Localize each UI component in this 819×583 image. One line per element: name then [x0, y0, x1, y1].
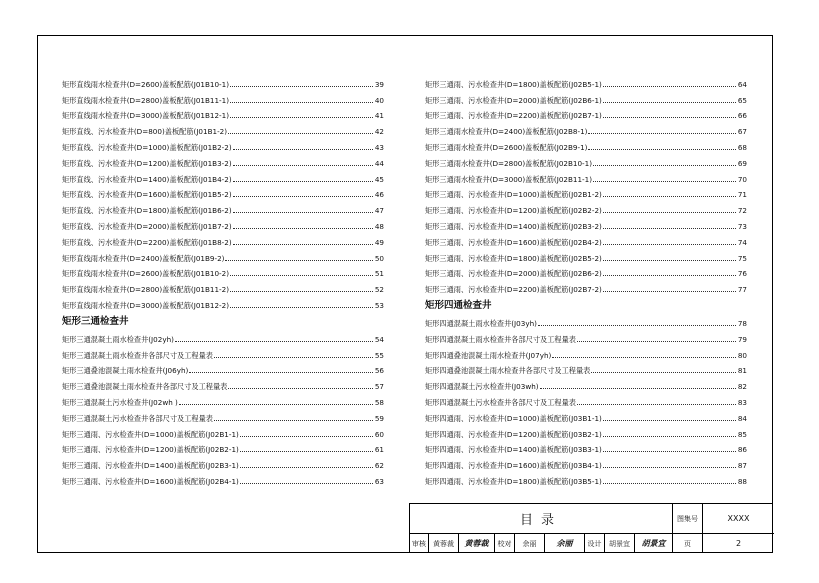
toc-entry-title: 矩形三通雨、污水检查井(D=2200)盖板配筋(J02B7-2) [425, 285, 602, 295]
toc-entry-page: 39 [374, 79, 384, 89]
toc-dot-leader [230, 116, 373, 118]
toc-entry-page: 45 [374, 174, 384, 184]
toc-entry-page: 53 [374, 300, 384, 310]
toc-entry [62, 136, 384, 152]
toc-dot-leader [179, 403, 373, 405]
drawing-title: 目录 [519, 513, 562, 528]
toc-entry-page: 54 [374, 334, 384, 344]
toc-entry-title: 矩形直线、污水检查井(D=800)盖板配筋(J01B1-2) [62, 127, 228, 137]
toc-entry-title: 矩形三通雨、污水检查井(D=2200)盖板配筋(J02B7-1) [425, 111, 602, 121]
toc-dot-leader [230, 101, 373, 103]
toc-entry-page: 55 [374, 350, 384, 360]
toc-dot-leader [540, 387, 736, 389]
toc-entry-title: 矩形四通叠池混凝土雨水检查井各部尺寸及工程量表 [425, 366, 591, 376]
toc-entry-page: 78 [737, 318, 747, 328]
title-block-top-row [410, 504, 774, 534]
toc-right-column [425, 73, 747, 486]
toc-entry [62, 199, 384, 215]
toc-entry-title: 矩形直线雨水检查井(D=3000)盖板配筋(J01B12-1) [62, 111, 230, 121]
toc-entry-page: 81 [737, 366, 747, 376]
toc-entry-page: 73 [737, 221, 747, 231]
page-number: 2 [702, 534, 774, 553]
toc-entry-page: 60 [374, 429, 384, 439]
toc-entry [62, 184, 384, 200]
toc-dot-leader [175, 340, 373, 342]
toc-entry-title: 矩形直线雨水检查井(D=2400)盖板配筋(J01B9-2) [62, 253, 225, 263]
toc-entry-page: 65 [737, 95, 747, 105]
toc-dot-leader [233, 164, 373, 166]
toc-entry [62, 391, 384, 407]
toc-entry-title: 矩形直线、污水检查井(D=1200)盖板配筋(J01B3-2) [62, 158, 232, 168]
toc-entry-title: 矩形直线雨水检查井(D=3000)盖板配筋(J01B12-2) [62, 300, 230, 310]
checker-name: 余丽 [514, 534, 544, 553]
toc-entry-title: 矩形三通雨、污水检查井(D=1600)盖板配筋(J02B4-2) [425, 237, 602, 247]
toc-entry-title: 矩形三通混凝土雨水检查井(J02yh) [62, 334, 174, 344]
toc-entry-page: 69 [737, 158, 747, 168]
toc-entry-title: 矩形四通雨、污水检查井(D=1800)盖板配筋(J03B5-1) [425, 476, 602, 486]
toc-dot-leader [240, 450, 373, 452]
toc-entry-title: 矩形直线、污水检查井(D=1400)盖板配筋(J01B4-2) [62, 174, 232, 184]
reviewer-name: 黄蓉裁 [428, 534, 458, 553]
toc-entry-page: 58 [374, 397, 384, 407]
toc-entry-title: 矩形四通混凝土雨水检查井各部尺寸及工程量表 [425, 334, 576, 344]
toc-dot-leader [603, 435, 736, 437]
toc-entry [425, 360, 747, 376]
toc-entry-page: 72 [737, 206, 747, 216]
toc-entry [425, 247, 747, 263]
toc-dot-leader [230, 306, 373, 308]
toc-list-four-way [425, 312, 747, 486]
page-label: 页 [672, 534, 702, 553]
toc-entry-title: 矩形三通混凝土污水检查井(J02wh ) [62, 397, 178, 407]
toc-entry [62, 231, 384, 247]
toc-entry [425, 263, 747, 279]
toc-entry-title: 矩形四通雨、污水检查井(D=1600)盖板配筋(J03B4-1) [425, 461, 602, 471]
toc-entry-title: 矩形直线雨水检查井(D=2600)盖板配筋(J01B10-1) [62, 79, 230, 89]
toc-entry-title: 矩形直线雨水检查井(D=2600)盖板配筋(J01B10-2) [62, 269, 230, 279]
toc-dot-leader [603, 243, 736, 245]
toc-entry-page: 49 [374, 237, 384, 247]
title-block [409, 503, 773, 553]
toc-entry [62, 263, 384, 279]
toc-entry-title: 矩形直线、污水检查井(D=1800)盖板配筋(J01B6-2) [62, 206, 232, 216]
toc-entry [62, 152, 384, 168]
toc-entry-page: 87 [737, 461, 747, 471]
toc-left-column [62, 73, 384, 486]
toc-entry-page: 56 [374, 366, 384, 376]
toc-entry [425, 278, 747, 294]
toc-entry-page: 48 [374, 221, 384, 231]
toc-entry-title: 矩形三通雨、污水检查井(D=1800)盖板配筋(J02B5-2) [425, 253, 602, 263]
toc-entry [62, 215, 384, 231]
toc-entry-title: 矩形四通雨、污水检查井(D=1000)盖板配筋(J03B1-1) [425, 413, 602, 423]
toc-entry-page: 47 [374, 206, 384, 216]
toc-entry [425, 312, 747, 328]
toc-entry [62, 294, 384, 310]
toc-entry-title: 矩形三通雨、污水检查井(D=1400)盖板配筋(J02B3-2) [425, 221, 602, 231]
toc-entry [425, 152, 747, 168]
toc-entry-page: 88 [737, 476, 747, 486]
toc-entry [425, 454, 747, 470]
toc-entry-title: 矩形三通雨、污水检查井(D=1400)盖板配筋(J02B3-1) [62, 461, 239, 471]
toc-entry-title: 矩形三通雨、污水检查井(D=1200)盖板配筋(J02B2-1) [62, 445, 239, 455]
toc-dot-leader [552, 356, 736, 358]
toc-dot-leader [603, 450, 736, 452]
toc-entry [425, 120, 747, 136]
toc-dot-leader [214, 356, 373, 358]
toc-entry-page: 79 [737, 334, 747, 344]
designer-signature: 胡景宜 [634, 534, 672, 553]
toc-entry [425, 328, 747, 344]
toc-entry [425, 470, 747, 486]
toc-dot-leader [230, 274, 373, 276]
toc-entry-title: 矩形三通混凝土雨水检查井各部尺寸及工程量表 [62, 350, 213, 360]
toc-dot-leader [603, 116, 736, 118]
toc-entry-title: 矩形四通雨、污水检查井(D=1400)盖板配筋(J03B3-1) [425, 445, 602, 455]
toc-entry-page: 75 [737, 253, 747, 263]
review-label: 审核 [412, 539, 426, 548]
toc-entry-page: 74 [737, 237, 747, 247]
toc-entry-page: 50 [374, 253, 384, 263]
toc-entry [425, 231, 747, 247]
toc-dot-leader [233, 227, 373, 229]
toc-entry-title: 矩形直线雨水检查井(D=2800)盖板配筋(J01B11-2) [62, 285, 230, 295]
toc-entry-page: 76 [737, 269, 747, 279]
toc-entry-page: 82 [737, 382, 747, 392]
toc-entry [425, 391, 747, 407]
toc-entry-page: 68 [737, 142, 747, 152]
toc-entry [425, 105, 747, 121]
toc-entry [425, 168, 747, 184]
toc-entry [425, 344, 747, 360]
toc-entry-page: 51 [374, 269, 384, 279]
title-block-signature-row [410, 534, 774, 553]
toc-entry-title: 矩形四通雨、污水检查井(D=1200)盖板配筋(J03B2-1) [425, 429, 602, 439]
toc-dot-leader [228, 387, 373, 389]
toc-entry-title: 矩形三通雨、污水检查井(D=1800)盖板配筋(J02B5-1) [425, 79, 602, 89]
toc-entry-title: 矩形四通叠池混凝土雨水检查井(J07yh) [425, 350, 552, 360]
toc-dot-leader [603, 419, 736, 421]
toc-entry [425, 215, 747, 231]
toc-dot-leader [588, 132, 736, 134]
toc-dot-leader [603, 101, 736, 103]
toc-list-three-way-continued [425, 73, 747, 294]
toc-entry [425, 89, 747, 105]
toc-entry [62, 105, 384, 121]
toc-entry-title: 矩形三通雨、污水检查井(D=1000)盖板配筋(J02B1-1) [62, 429, 239, 439]
toc-dot-leader [603, 466, 736, 468]
toc-dot-leader [538, 324, 736, 326]
toc-entry-page: 57 [374, 382, 384, 392]
toc-entry [62, 278, 384, 294]
toc-dot-leader [233, 211, 373, 213]
toc-entry [62, 407, 384, 423]
toc-entry-title: 矩形三通雨水检查井(D=2400)盖板配筋(J02B8-1) [425, 127, 588, 137]
toc-entry-title: 矩形三通雨水检查井(D=2800)盖板配筋(J02B10-1) [425, 158, 593, 168]
toc-entry-title: 矩形直线、污水检查井(D=1600)盖板配筋(J01B5-2) [62, 190, 232, 200]
toc-dot-leader [603, 274, 736, 276]
toc-entry-title: 矩形四通混凝土污水检查井各部尺寸及工程量表 [425, 397, 576, 407]
toc-entry [425, 439, 747, 455]
toc-dot-leader [228, 132, 373, 134]
toc-entry [62, 120, 384, 136]
toc-entry-page: 40 [374, 95, 384, 105]
drawing-sheet [37, 35, 773, 553]
toc-dot-leader [593, 180, 736, 182]
toc-entry [62, 470, 384, 486]
toc-entry-page: 66 [737, 111, 747, 121]
toc-entry-page: 61 [374, 445, 384, 455]
toc-dot-leader [603, 195, 736, 197]
section-heading-four-way: 矩形四通检查井 [425, 300, 492, 312]
toc-entry-page: 43 [374, 142, 384, 152]
toc-entry-page: 59 [374, 413, 384, 423]
toc-entry [425, 407, 747, 423]
toc-entry-title: 矩形直线雨水检查井(D=2800)盖板配筋(J01B11-1) [62, 95, 230, 105]
toc-entry-title: 矩形直线、污水检查井(D=2200)盖板配筋(J01B8-2) [62, 237, 232, 247]
atlas-number-label: 图集号 [672, 504, 702, 533]
section-heading-three-way: 矩形三通检查井 [62, 315, 129, 327]
toc-entry-page: 63 [374, 476, 384, 486]
toc-entry [425, 136, 747, 152]
toc-dot-leader [603, 259, 736, 261]
toc-dot-leader [603, 85, 736, 87]
toc-entry [62, 73, 384, 89]
toc-entry-title: 矩形三通雨水检查井(D=3000)盖板配筋(J02B11-1) [425, 174, 593, 184]
designer-name: 胡景宜 [604, 534, 634, 553]
toc-entry [425, 375, 747, 391]
toc-entry [62, 439, 384, 455]
toc-entry [425, 423, 747, 439]
toc-entry [62, 247, 384, 263]
toc-entry-page: 42 [374, 127, 384, 137]
toc-entry-title: 矩形三通雨、污水检查井(D=2000)盖板配筋(J02B6-1) [425, 95, 602, 105]
toc-entry [62, 454, 384, 470]
toc-dot-leader [577, 403, 736, 405]
toc-dot-leader [591, 371, 736, 373]
toc-entry-page: 64 [737, 79, 747, 89]
toc-entry-page: 83 [737, 397, 747, 407]
toc-entry-page: 77 [737, 285, 747, 295]
toc-entry-page: 67 [737, 127, 747, 137]
toc-entry [425, 199, 747, 215]
checker-signature: 余丽 [544, 534, 584, 553]
toc-entry-page: 52 [374, 285, 384, 295]
toc-entry-page: 84 [737, 413, 747, 423]
toc-dot-leader [240, 482, 373, 484]
toc-dot-leader [189, 371, 373, 373]
toc-entry-page: 71 [737, 190, 747, 200]
toc-dot-leader [214, 419, 373, 421]
toc-entry-title: 矩形四通混凝土雨水检查井(J03yh) [425, 318, 537, 328]
toc-entry-page: 86 [737, 445, 747, 455]
toc-entry-page: 41 [374, 111, 384, 121]
toc-entry-title: 矩形直线、污水检查井(D=1000)盖板配筋(J01B2-2) [62, 142, 232, 152]
toc-dot-leader [233, 180, 373, 182]
toc-dot-leader [230, 85, 373, 87]
toc-entry-title: 矩形直线、污水检查井(D=2000)盖板配筋(J01B7-2) [62, 221, 232, 231]
toc-entry-title: 矩形三通雨、污水检查井(D=1600)盖板配筋(J02B4-1) [62, 476, 239, 486]
toc-entry-title: 矩形三通叠池混凝土雨水检查井(J06yh) [62, 366, 189, 376]
toc-dot-leader [240, 466, 373, 468]
toc-dot-leader [603, 482, 736, 484]
toc-entry-title: 矩形四通混凝土污水检查井(J03wh) [425, 382, 539, 392]
toc-dot-leader [240, 435, 373, 437]
toc-dot-leader [233, 243, 373, 245]
toc-dot-leader [233, 148, 373, 150]
toc-entry [62, 328, 384, 344]
toc-entry [62, 168, 384, 184]
design-label: 设计 [584, 534, 604, 553]
toc-entry [62, 360, 384, 376]
toc-entry [62, 423, 384, 439]
toc-entry-page: 46 [374, 190, 384, 200]
toc-entry-title: 矩形三通雨、污水检查井(D=1200)盖板配筋(J02B2-2) [425, 206, 602, 216]
toc-entry [62, 89, 384, 105]
toc-list-three-way [62, 328, 384, 486]
reviewer-signature: 黄蓉裁 [458, 534, 494, 553]
toc-entry-title: 矩形三通雨水检查井(D=2600)盖板配筋(J02B9-1) [425, 142, 588, 152]
toc-entry-page: 62 [374, 461, 384, 471]
toc-dot-leader [603, 290, 736, 292]
toc-entry-page: 85 [737, 429, 747, 439]
toc-entry [425, 184, 747, 200]
toc-dot-leader [593, 164, 736, 166]
toc-dot-leader [588, 148, 736, 150]
toc-entry-title: 矩形三通叠池混凝土雨水检查井各部尺寸及工程量表 [62, 382, 228, 392]
toc-entry-page: 70 [737, 174, 747, 184]
toc-dot-leader [603, 227, 736, 229]
toc-dot-leader [225, 259, 373, 261]
toc-entry-title: 矩形三通雨、污水检查井(D=2000)盖板配筋(J02B6-2) [425, 269, 602, 279]
atlas-number: XXXX [702, 504, 774, 533]
toc-entry [425, 73, 747, 89]
toc-entry [62, 344, 384, 360]
toc-dot-leader [233, 195, 373, 197]
toc-list-rectangular-straight [62, 73, 384, 310]
toc-dot-leader [603, 211, 736, 213]
toc-entry-title: 矩形三通雨、污水检查井(D=1000)盖板配筋(J02B1-2) [425, 190, 602, 200]
toc-entry-page: 80 [737, 350, 747, 360]
toc-entry-title: 矩形三通混凝土污水检查井各部尺寸及工程量表 [62, 413, 213, 423]
toc-entry-page: 44 [374, 158, 384, 168]
toc-dot-leader [230, 290, 373, 292]
toc-entry [62, 375, 384, 391]
check-label: 校对 [494, 534, 514, 553]
toc-dot-leader [577, 340, 736, 342]
